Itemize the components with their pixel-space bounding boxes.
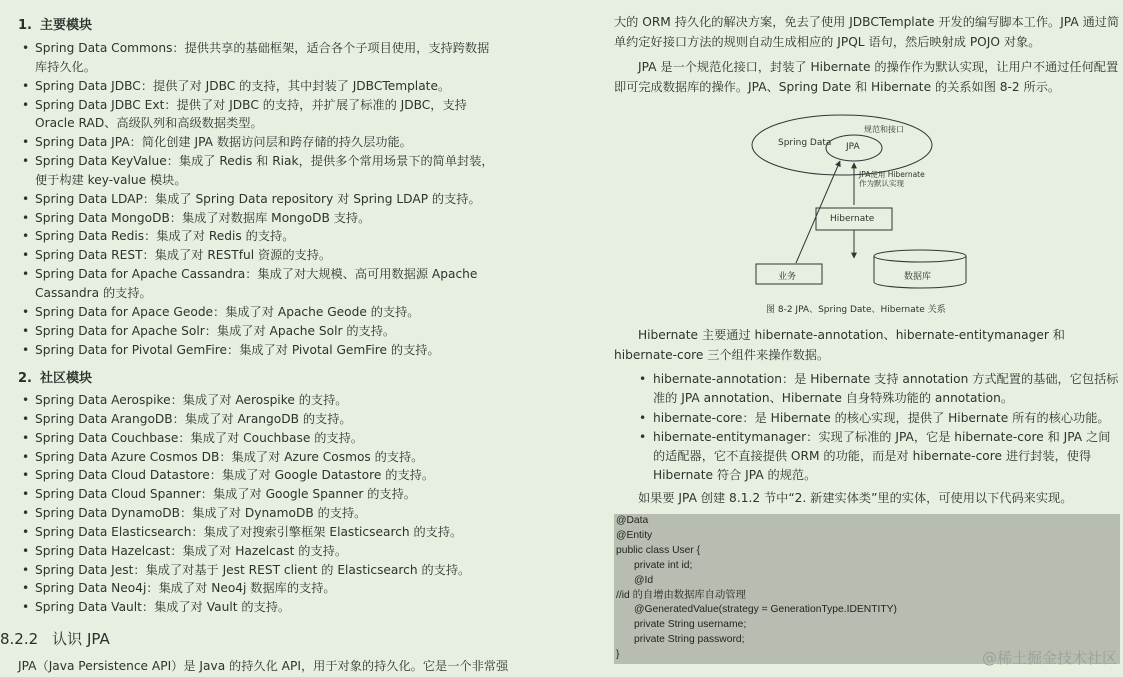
section-heading-community-modules: 2. 社区模块 [18,371,92,386]
code-line: @GeneratedValue(strategy = GenerationType.IDENTITY) [634,604,897,616]
section-heading-main-modules: 1. 主要模块 [18,18,92,33]
jpa-intro-paragraph: JPA（Java Persistence API）是 Java 的持久化 API，用于对象的持久化。它是一个非常强 [18,659,509,673]
left-column [0,0,510,674]
list-item: • Spring Data Redis：集成了对 Redis 的支持。 [22,227,500,246]
jpa-uses-hibernate-label: JPA使用 Hibernate作为默认实现 [859,170,925,188]
list-item: • Spring Data Azure Cosmos DB：集成了对 Azure Cosmos 的支持。 [22,448,500,467]
paragraph: Hibernate 主要通过 hibernate-annotation、hibernate-entitymanager 和 hibernate-core 三个组件来操作数据。 [614,328,1065,362]
list-item: • Spring Data REST：集成了对 RESTful 资源的支持。 [22,246,500,265]
main-modules-list [22,39,500,359]
list-item: • Spring Data ArangoDB：集成了对 ArangoDB 的支持。 [22,410,500,429]
list-item: • Spring Data Cloud Spanner：集成了对 Google Spanner 的支持。 [22,485,500,504]
list-item: • Spring Data for Pivotal GemFire：集成了对 Pivotal GemFire 的支持。 [22,341,500,360]
list-item: • Spring Data KeyValue：集成了 Redis 和 Riak，提供多个常用场景下的简单封装，便于构建 key-value 模块。 [22,152,500,190]
database-label: 数据库 [904,272,932,282]
relationship-diagram [746,112,996,324]
code-line: //id 的自增由数据库自动管理 [616,589,746,601]
list-item: • Spring Data Vault：集成了对 Vault 的支持。 [22,598,500,617]
paragraph: 大的 ORM 持久化的解决方案，免去了使用 JDBCTemplate 开发的编写脚本工作。JPA 通过简单约定好接口方法的规则自动生成相应的 JPQL 语句，然后映射成 POJO 对象。 [614,15,1120,49]
list-item: • Spring Data Hazelcast：集成了对 Hazelcast 的支持。 [22,542,500,561]
code-line: private String username; [634,619,747,631]
list-item: • Spring Data Neo4j：集成了对 Neo4j 数据库的支持。 [22,579,500,598]
business-label: 业务 [778,272,797,282]
code-line: private int id; [634,559,693,571]
spec-interface-label: 规范和接口 [864,125,904,134]
list-item: • Spring Data for Apache Solr：集成了对 Apache Solr 的支持。 [22,322,500,341]
list-item: • Spring Data DynamoDB：集成了对 DynamoDB 的支持。 [22,504,500,523]
list-item: • Spring Data LDAP：集成了 Spring Data repository 对 Spring LDAP 的支持。 [22,190,500,209]
list-item: • Spring Data Elasticsearch：集成了对搜索引擎框架 Elasticsearch 的支持。 [22,523,500,542]
list-item: • hibernate-annotation：是 Hibernate 支持 annotation 方式配置的基础，它包括标准的 JPA annotation、Hibernate 自身特殊功能的 annotation。 [639,370,1119,409]
list-item: • Spring Data JDBC：提供了对 JDBC 的支持，其中封装了 JDBCTemplate。 [22,77,500,96]
list-item: • hibernate-core：是 Hibernate 的核心实现，提供了 Hibernate 所有的核心功能。 [639,409,1119,428]
paragraph: 如果要 JPA 创建 8.1.2 节中“2. 新建实体类”里的实体，可使用以下代码来实现。 [638,491,1073,505]
code-line: @Data [616,515,649,526]
code-line: private String password; [634,634,745,646]
business-jpa-arrow [796,161,840,263]
list-item: • Spring Data for Apace Geode：集成了对 Apache Geode 的支持。 [22,303,500,322]
jpa-label: JPA [846,142,860,152]
paragraph: JPA 是一个规范化接口，封装了 Hibernate 的操作作为默认实现，让用户不通过任何配置即可完成数据库的操作。JPA、Spring Date 和 Hibernate 的关系如图 8-2 所示。 [614,60,1119,94]
spring-data-label: Spring Data [778,138,832,148]
subsection-heading-jpa: 8.2.2 认识 JPA [0,630,110,648]
list-item: • Spring Data Aerospike：集成了对 Aerospike 的支持。 [22,391,500,410]
code-line: } [616,649,620,661]
list-item: • Spring Data for Apache Cassandra：集成了对大规模、高可用数据源 Apache Cassandra 的支持。 [22,265,500,303]
code-line: public class User { [616,544,701,556]
list-item: • Spring Data JDBC Ext：提供了对 JDBC 的支持，并扩展了标准的 JDBC，支持 Oracle RAD、高级队列和高级数据类型。 [22,96,500,134]
list-item: • Spring Data Jest：集成了对基于 Jest REST client 的 Elasticsearch 的支持。 [22,561,500,580]
code-line: @Entity [616,529,653,541]
community-modules-list [22,391,500,617]
list-item: • Spring Data Commons：提供共享的基础框架，适合各个子项目使用，支持跨数据库持久化。 [22,39,500,77]
code-block [614,514,1120,664]
hibernate-components-list [639,370,1119,486]
list-item: • Spring Data Couchbase：集成了对 Couchbase 的支持。 [22,429,500,448]
hibernate-label: Hibernate [830,214,875,224]
code-line: @Id [634,574,654,586]
right-column [614,0,1120,674]
watermark: @稀土掘金技术社区 [981,649,1117,667]
list-item: • Spring Data Cloud Datastore：集成了对 Google Datastore 的支持。 [22,466,500,485]
figure-caption: 图 8-2 JPA、Spring Date、Hibernate 关系 [766,305,946,315]
list-item: • hibernate-entitymanager：实现了标准的 JPA，它是 hibernate-core 和 JPA 之间的适配器，它不直接提供 ORM 的功能，而是对 hibernate-core 进行封装，使得 Hibernate 符合 JPA 的规范。 [639,428,1119,486]
list-item: • Spring Data JPA：简化创建 JPA 数据访问层和跨存储的持久层功能。 [22,133,500,152]
list-item: • Spring Data MongoDB：集成了对数据库 MongoDB 支持。 [22,209,500,228]
